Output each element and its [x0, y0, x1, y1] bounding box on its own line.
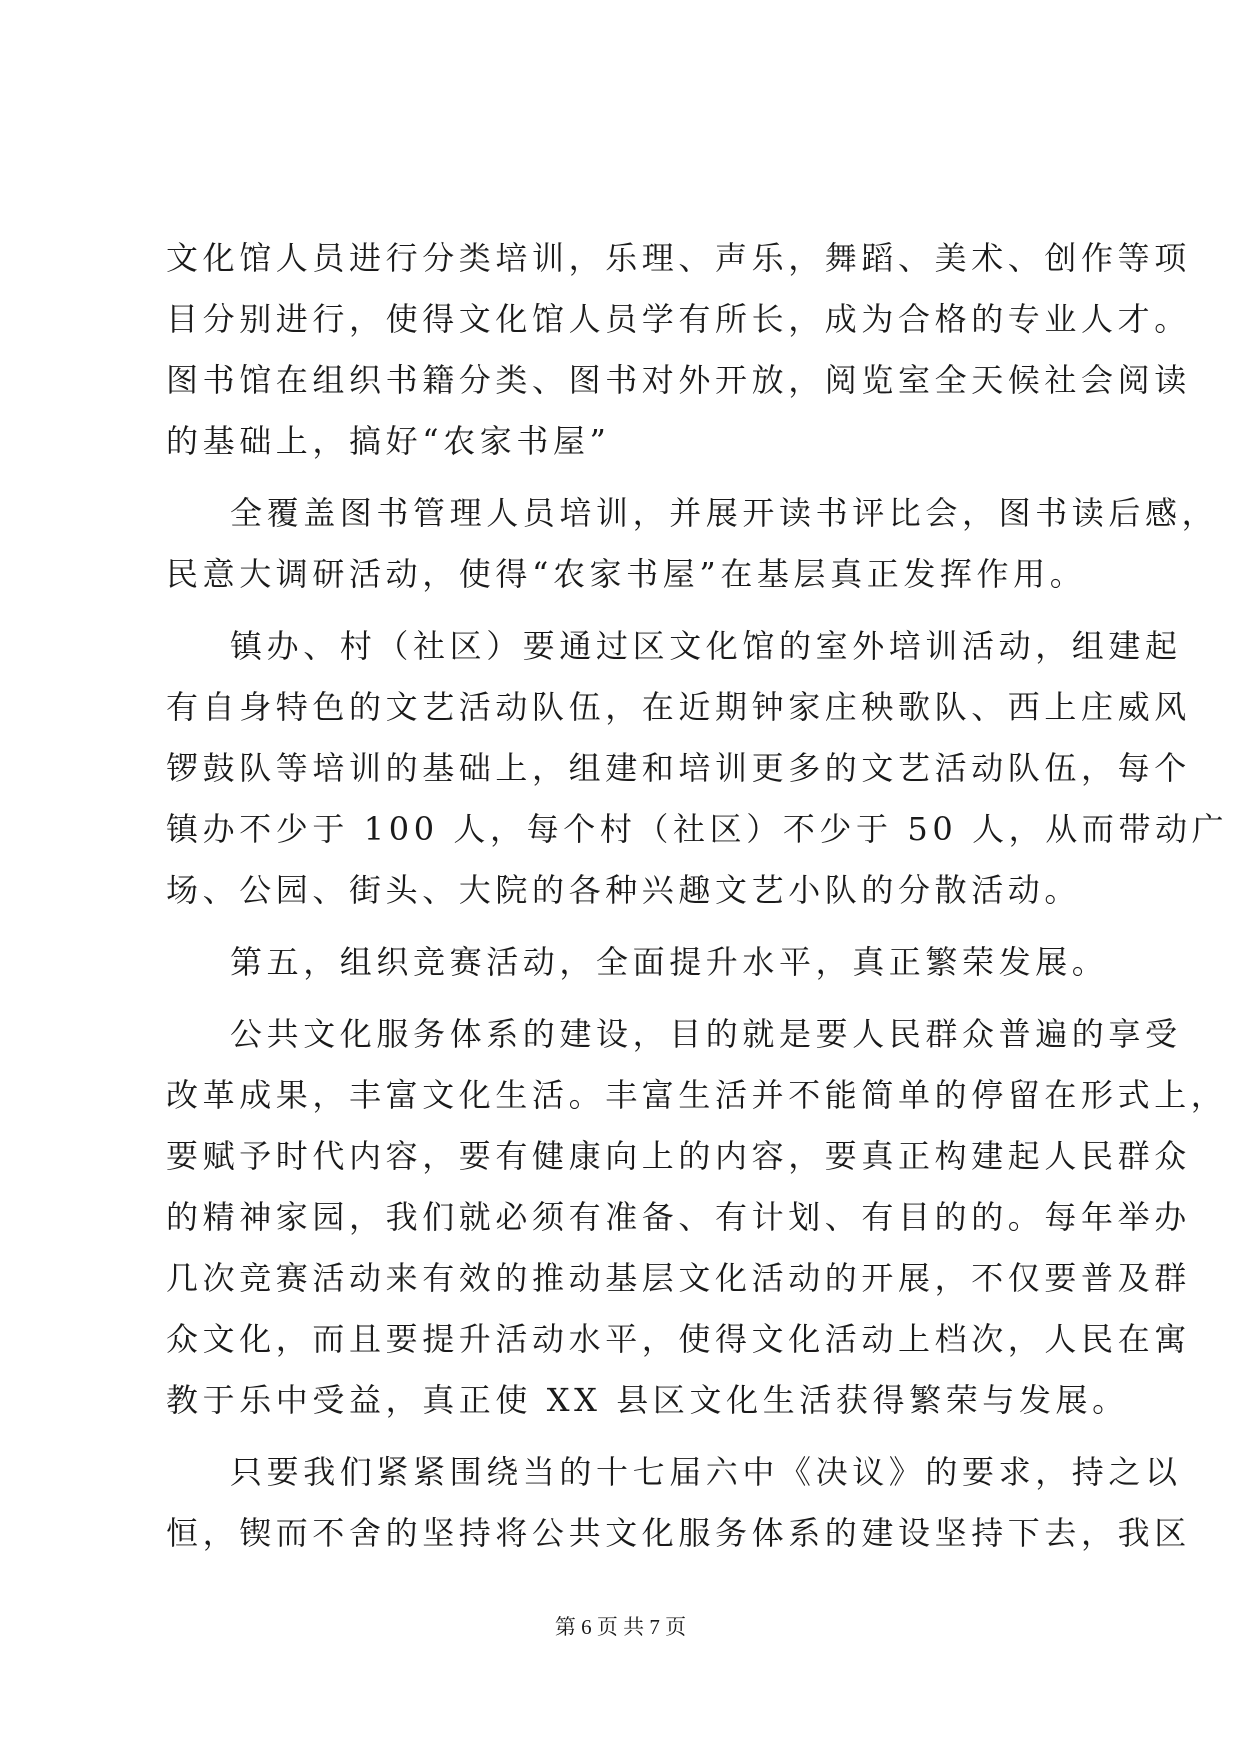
- text-line: 场、公园、街头、大院的各种兴趣文艺小队的分散活动。: [166, 871, 1082, 909]
- paragraph: [166, 1442, 1191, 1564]
- text-line: 锣鼓队等培训的基础上，组建和培训更多的文艺活动队伍，每个: [166, 749, 1191, 787]
- text-line: 图书馆在组织书籍分类、图书对外开放，阅览室全天候社会阅读: [166, 361, 1191, 399]
- text-line: 只要我们紧紧围绕当的十七届六中《决议》的要求，持之以: [230, 1453, 1182, 1491]
- text-line: 几次竞赛活动来有效的推动基层文化活动的开展，不仅要普及群: [166, 1259, 1191, 1297]
- section-heading-line: 第五，组织竞赛活动，全面提升水平，真正繁荣发展。: [230, 943, 1109, 981]
- text-line: 的基础上，搞好“农家书屋”: [166, 422, 611, 460]
- text-line: 改革成果，丰富文化生活。丰富生活并不能简单的停留在形式上，: [166, 1076, 1228, 1114]
- text-line: 有自身特色的文艺活动队伍，在近期钟家庄秧歌队、西上庄威风: [166, 688, 1191, 726]
- text-line: 全覆盖图书管理人员培训，并展开读书评比会，图书读后感，: [230, 494, 1219, 532]
- paragraph: [166, 616, 1229, 921]
- text-line: 公共文化服务体系的建设，目的就是要人民群众普遍的享受: [230, 1015, 1182, 1053]
- text-line: 民意大调研活动，使得“农家书屋”在基层真正发挥作用。: [166, 555, 1087, 593]
- text-line: 众文化，而且要提升活动水平，使得文化活动上档次，人民在寓: [166, 1320, 1191, 1358]
- text-line: 恒，锲而不舍的坚持将公共文化服务体系的建设坚持下去，我区: [166, 1514, 1191, 1552]
- text-line: 镇办不少于 100 人，每个村（社区）不少于 50 人，从而带动广: [166, 810, 1229, 848]
- text-line: 的精神家园，我们就必须有准备、有计划、有目的的。每年举办: [166, 1198, 1191, 1236]
- text-line: 教于乐中受益，真正使 XX 县区文化生活获得繁荣与发展。: [166, 1381, 1129, 1419]
- paragraph: [166, 228, 1191, 472]
- paragraph: [166, 483, 1219, 605]
- document-body: [166, 228, 1229, 1564]
- text-line: 目分别进行，使得文化馆人员学有所长，成为合格的专业人才。: [166, 300, 1191, 338]
- text-line: 文化馆人员进行分类培训，乐理、声乐，舞蹈、美术、创作等项: [166, 239, 1191, 277]
- text-line: 镇办、村（社区）要通过区文化馆的室外培训活动，组建起: [230, 627, 1182, 665]
- page-number-footer: 第 6 页 共 7 页: [554, 1615, 687, 1639]
- paragraph: [166, 932, 1109, 993]
- paragraph: [166, 1004, 1228, 1431]
- text-line: 要赋予时代内容，要有健康向上的内容，要真正构建起人民群众: [166, 1137, 1191, 1175]
